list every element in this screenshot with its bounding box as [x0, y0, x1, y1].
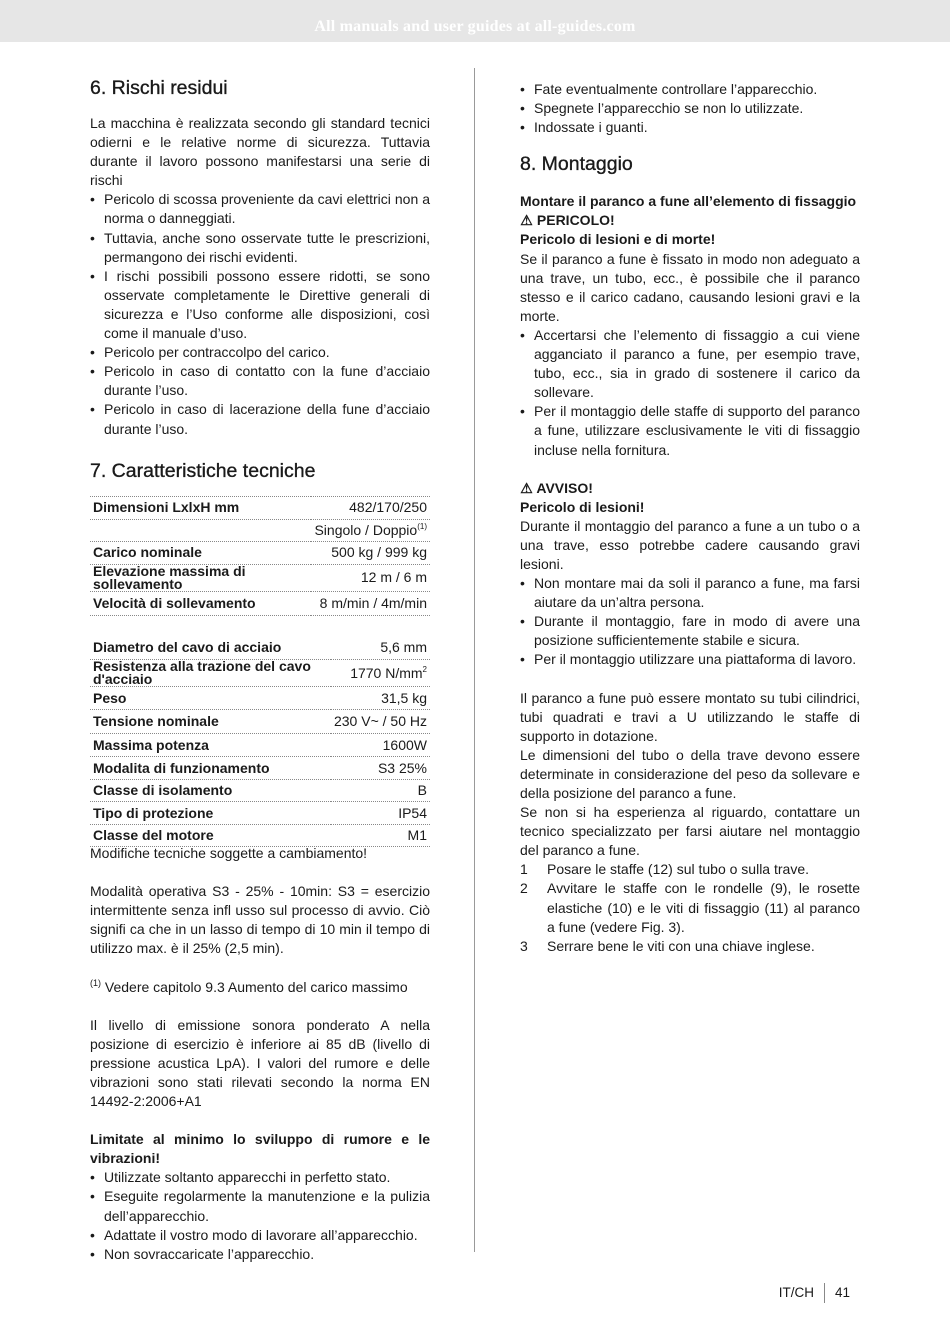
warning-list — [520, 574, 860, 669]
list-item: • Non sovraccaricate l’apparecchio. — [90, 1245, 430, 1264]
step-number: 1 — [520, 861, 528, 878]
mount-steps — [520, 860, 860, 955]
section-7-title: 7. Caratteristiche tecniche — [90, 459, 316, 482]
right-top-list — [520, 80, 860, 137]
operating-mode-text: Modalità operativa S3 - 25% - 10min: S3 = esercizio intermittente senza infl usso sul processo di avvio. Ciò signifi ca che in un lasso di tempo di 10 min il tempo di utilizzo max. è il 25% (2,5 min). — [90, 883, 430, 957]
left-column — [90, 70, 430, 1264]
spec-value: 500 kg / 999 kg — [311, 541, 430, 564]
spec-key: Velocità di sollevamento — [90, 591, 311, 615]
danger-sub: Pericolo di lesioni e di morte! — [520, 231, 716, 248]
warning-triangle-icon: ⚠ — [520, 212, 533, 229]
spec-key: Peso — [90, 687, 331, 710]
list-item: • Tuttavia, anche sono osservate tutte le prescrizioni, permangono dei rischi evidenti. — [90, 229, 430, 267]
list-item: • Pericolo per contraccolpo del carico. — [90, 343, 430, 362]
list-item: • Non montare mai da soli il paranco a fune, ma farsi aiutare da un’altra persona. — [520, 574, 860, 612]
list-item: • Accertarsi che l’elemento di fissaggio a cui viene agganciato il paranco a fune, per esempio trave, tubo, ecc., sia in grado di sostenere il carico da sollevare. — [520, 326, 860, 402]
step-text: Avvitare le staffe con le rondelle (9), le rosette elastiche (10) e le viti di fissaggio (11) al paranco a fune (vedere Fig. 3). — [547, 880, 860, 935]
list-item: • Per il montaggio utilizzare una piattaforma di lavoro. — [520, 650, 860, 669]
spec-value: 5,6 mm — [331, 637, 430, 660]
spec-key: Resistenza alla trazione del cavo d'acciaio — [90, 660, 331, 687]
spec-value — [311, 519, 430, 541]
page-number: 41 — [834, 1285, 850, 1300]
spec-table-2 — [90, 637, 430, 848]
list-item: • Indossate i guanti. — [520, 118, 860, 137]
table-row — [90, 734, 430, 757]
table-row — [90, 660, 430, 687]
superscript: 2 — [422, 664, 427, 674]
spec-key: Carico nominale — [90, 541, 311, 564]
list-item: • I rischi possibili possono essere ridotti, se sono osservate completamente le Direttive generali di sicurezza e l’Uso conforme alle disposizioni, così come il manuale d’uso. — [90, 267, 430, 343]
page-footer — [779, 1283, 850, 1303]
table-row — [90, 757, 430, 780]
spec-key: Tensione nominale — [90, 710, 331, 734]
spec-change-note: Modifiche tecniche soggette a cambiamento! — [90, 845, 368, 862]
footnote-text: Vedere capitolo 9.3 Aumento del carico massimo — [104, 978, 408, 995]
list-item: • Pericolo di scossa proveniente da cavi elettrici non a norma o danneggiati. — [90, 190, 430, 228]
spec-value: M1 — [331, 825, 430, 847]
table-row — [90, 780, 430, 802]
danger-label: PERICOLO! — [536, 212, 615, 229]
section-8-title: 8. Montaggio — [520, 153, 633, 176]
spec-value: 8 m/min / 4m/min — [311, 591, 430, 615]
spec-key: Elevazione massima di sollevamento — [90, 564, 311, 591]
spec-key: Dimensioni LxlxH mm — [90, 496, 311, 519]
spec-key: Massima potenza — [90, 734, 331, 757]
warning-text: Durante il montaggio del paranco a fune a un tubo o a una trave, esso potrebbe cadere causando gravi lesioni. — [520, 517, 860, 572]
list-item: • Adattate il vostro modo di lavorare all’apparecchio. — [90, 1226, 430, 1245]
spec-value: 31,5 kg — [331, 687, 430, 710]
column-divider — [474, 68, 475, 1252]
warning-label-line — [520, 479, 860, 498]
list-item: • Spegnete l’apparecchio se non lo utilizzate. — [520, 99, 860, 118]
mount-paragraph: Il paranco a fune può essere montato su tubi cilindrici, tubi quadrati e travi a U utilizzando le staffe di supporto in dotazione. — [520, 689, 860, 744]
list-item: • Per il montaggio delle staffe di supporto del paranco a fune, utilizzare esclusivamente le viti di fissaggio incluse nella fornitura. — [520, 402, 860, 459]
spec-key: Classe del motore — [90, 825, 331, 847]
step-item — [520, 879, 860, 936]
spec-value: S3 25% — [331, 757, 430, 780]
noise-limit-list — [90, 1168, 430, 1263]
danger-list — [520, 326, 860, 460]
table-row — [90, 519, 430, 541]
noise-text: Il livello di emissione sonora ponderato A nella posizione di esercizio è inferiore ai 85 dB (livello di pressione acustica LpA). I valori del rumore e delle vibrazioni sono stati rilevati secondo la norma EN 14492-2:2006+A1 — [90, 1016, 430, 1110]
spec-key — [90, 519, 311, 541]
s6-intro: La macchina è realizzata secondo gli standard tecnici odierni e le relative norme di sicurezza. Tuttavia durante il lavoro possono manifestarsi una serie di rischi — [90, 115, 430, 189]
table-row — [90, 710, 430, 734]
table-row — [90, 687, 430, 710]
danger-text: Se il paranco a fune è fissato in modo non adeguato a una trave, un tubo, ecc., è possibile che il paranco stesso e il carico cadano, causando lesioni gravi e la morte. — [520, 250, 860, 324]
footnote-ref: (1) — [417, 521, 427, 531]
spec-value: 230 V~ / 50 Hz — [331, 710, 430, 734]
step-text: Serrare bene le viti con una chiave inglese. — [547, 937, 815, 954]
step-number: 3 — [520, 937, 528, 954]
table-row — [90, 637, 430, 660]
list-item: • Utilizzate soltanto apparecchi in perfetto stato. — [90, 1168, 430, 1187]
noise-limit-heading: Limitate al minimo lo sviluppo di rumore e le vibrazioni! — [90, 1131, 430, 1167]
list-item: • Pericolo in caso di contatto con la fune d’acciaio durante l’uso. — [90, 362, 430, 400]
spec-key: Classe di isolamento — [90, 780, 331, 802]
table-row — [90, 496, 430, 519]
warning-sub: Pericolo di lesioni! — [520, 498, 645, 515]
spec-value: 1600W — [331, 734, 430, 757]
list-item: • Eseguite regolarmente la manutenzione e la pulizia dell’apparecchio. — [90, 1187, 430, 1225]
list-item: • Durante il montaggio, fare in modo di avere una posizione sufficientemente stabile e sicura. — [520, 612, 860, 650]
spec-value-text: 1770 N/mm — [350, 664, 423, 681]
step-text: Posare le staffe (12) sul tubo o sulla trave. — [547, 861, 809, 878]
spec-value: B — [331, 780, 430, 802]
warning-label: AVVISO! — [536, 479, 593, 496]
spec-value: IP54 — [331, 802, 430, 825]
spec-value-text: Singolo / Doppio — [314, 521, 418, 538]
step-item — [520, 937, 860, 956]
table-row — [90, 802, 430, 825]
spec-value: 12 m / 6 m — [311, 564, 430, 591]
s6-risk-list — [90, 190, 430, 438]
mount-sub-heading: Montare il paranco a fune all’elemento di fissaggio — [520, 193, 857, 210]
danger-label-line — [520, 211, 860, 230]
spec-key: Tipo di protezione — [90, 802, 331, 825]
mount-paragraph: Le dimensioni del tubo o della trave devono essere determinate in considerazione del peso da sollevare e della posizione del paranco a fune. — [520, 746, 860, 801]
table-row — [90, 564, 430, 591]
footnote-mark: (1) — [90, 977, 101, 988]
right-column — [520, 80, 860, 956]
spec-value — [331, 660, 430, 687]
list-item: • Pericolo in caso di lacerazione della fune d’acciaio durante l’uso. — [90, 400, 430, 438]
spec-key: Modalita di funzionamento — [90, 757, 331, 780]
step-item — [520, 860, 860, 879]
step-number: 2 — [520, 880, 528, 897]
warning-triangle-icon: ⚠ — [520, 479, 533, 496]
spec-value: 482/170/250 — [311, 496, 430, 519]
language-code: IT/CH — [779, 1283, 825, 1303]
spec-key: Diametro del cavo di acciaio — [90, 637, 331, 660]
footnote — [90, 978, 430, 997]
section-6-title: 6. Rischi residui — [90, 77, 228, 99]
table-row — [90, 591, 430, 615]
list-item: • Fate eventualmente controllare l’apparecchio. — [520, 80, 860, 99]
table-row — [90, 541, 430, 564]
spec-table-1 — [90, 496, 430, 616]
site-banner: All manuals and user guides at all-guides.com — [0, 0, 950, 42]
mount-paragraph: Se non si ha esperienza al riguardo, contattare un tecnico specializzato per farsi aiutare nel montaggio del paranco a fune. — [520, 804, 860, 859]
